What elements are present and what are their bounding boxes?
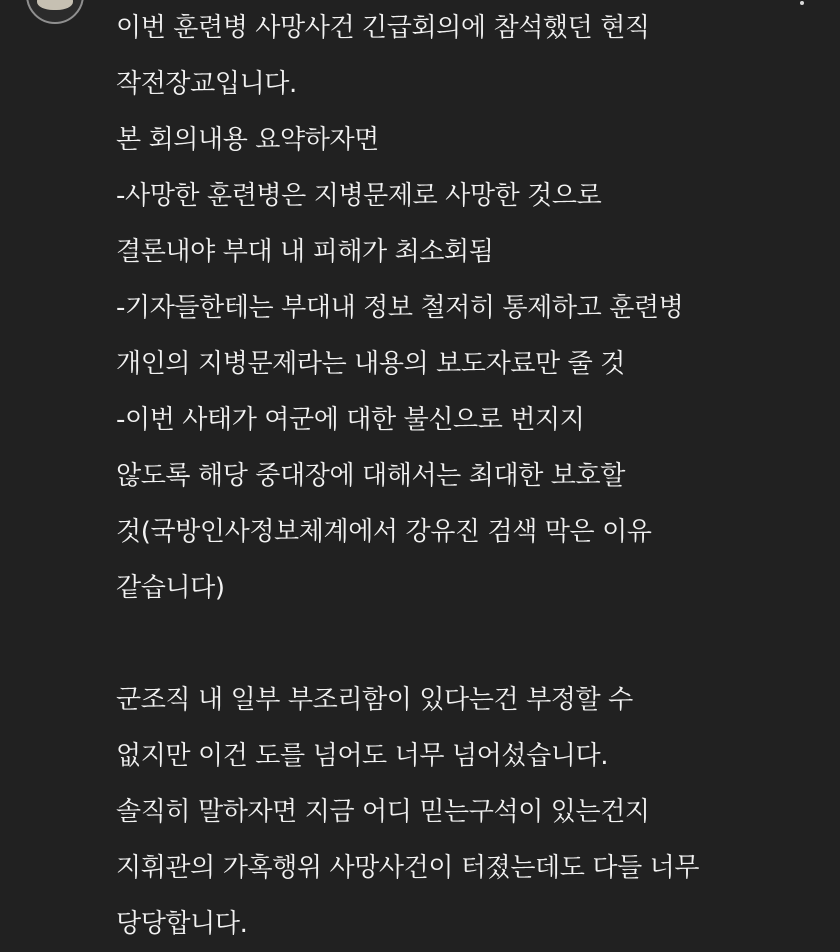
comment-line: 군조직 내 일부 부조리함이 있다는건 부정할 수 xyxy=(116,685,633,715)
comment-line: 같습니다) xyxy=(116,573,225,603)
comment-text xyxy=(116,0,816,952)
comment-line: -이번 사태가 여군에 대한 불신으로 번지지 xyxy=(116,405,585,435)
comment-line: 결론내야 부대 내 피해가 최소회됨 xyxy=(116,237,494,267)
comment-line: 이번 훈련병 사망사건 긴급회의에 참석했던 현직 xyxy=(116,13,650,43)
comment-line: 개인의 지병문제라는 내용의 보도자료만 줄 것 xyxy=(116,349,625,379)
comment-line: 솔직히 말하자면 지금 어디 믿는구석이 있는건지 xyxy=(116,797,650,827)
comment-line: 작전장교입니다. xyxy=(116,69,297,99)
avatar[interactable] xyxy=(26,0,84,24)
comment-line: 않도록 해당 중대장에 대해서는 최대한 보호할 xyxy=(116,461,625,491)
comment-line: 당당합니다. xyxy=(116,909,248,939)
avatar-image xyxy=(37,0,73,10)
paragraph-spacer xyxy=(116,616,816,672)
comment-line: -사망한 훈련병은 지병문제로 사망한 것으로 xyxy=(116,181,602,211)
comment-line: 본 회의내용 요약하자면 xyxy=(116,125,379,155)
comment-line: -기자들한테는 부대내 정보 철저히 통제하고 훈련병 xyxy=(116,293,684,323)
comment-line: 없지만 이건 도를 넘어도 너무 넘어섰습니다. xyxy=(116,741,609,771)
comment-line: 지휘관의 가혹행위 사망사건이 터졌는데도 다들 너무 xyxy=(116,853,700,883)
comment-line: 것(국방인사정보체계에서 강유진 검색 막은 이유 xyxy=(116,517,652,547)
